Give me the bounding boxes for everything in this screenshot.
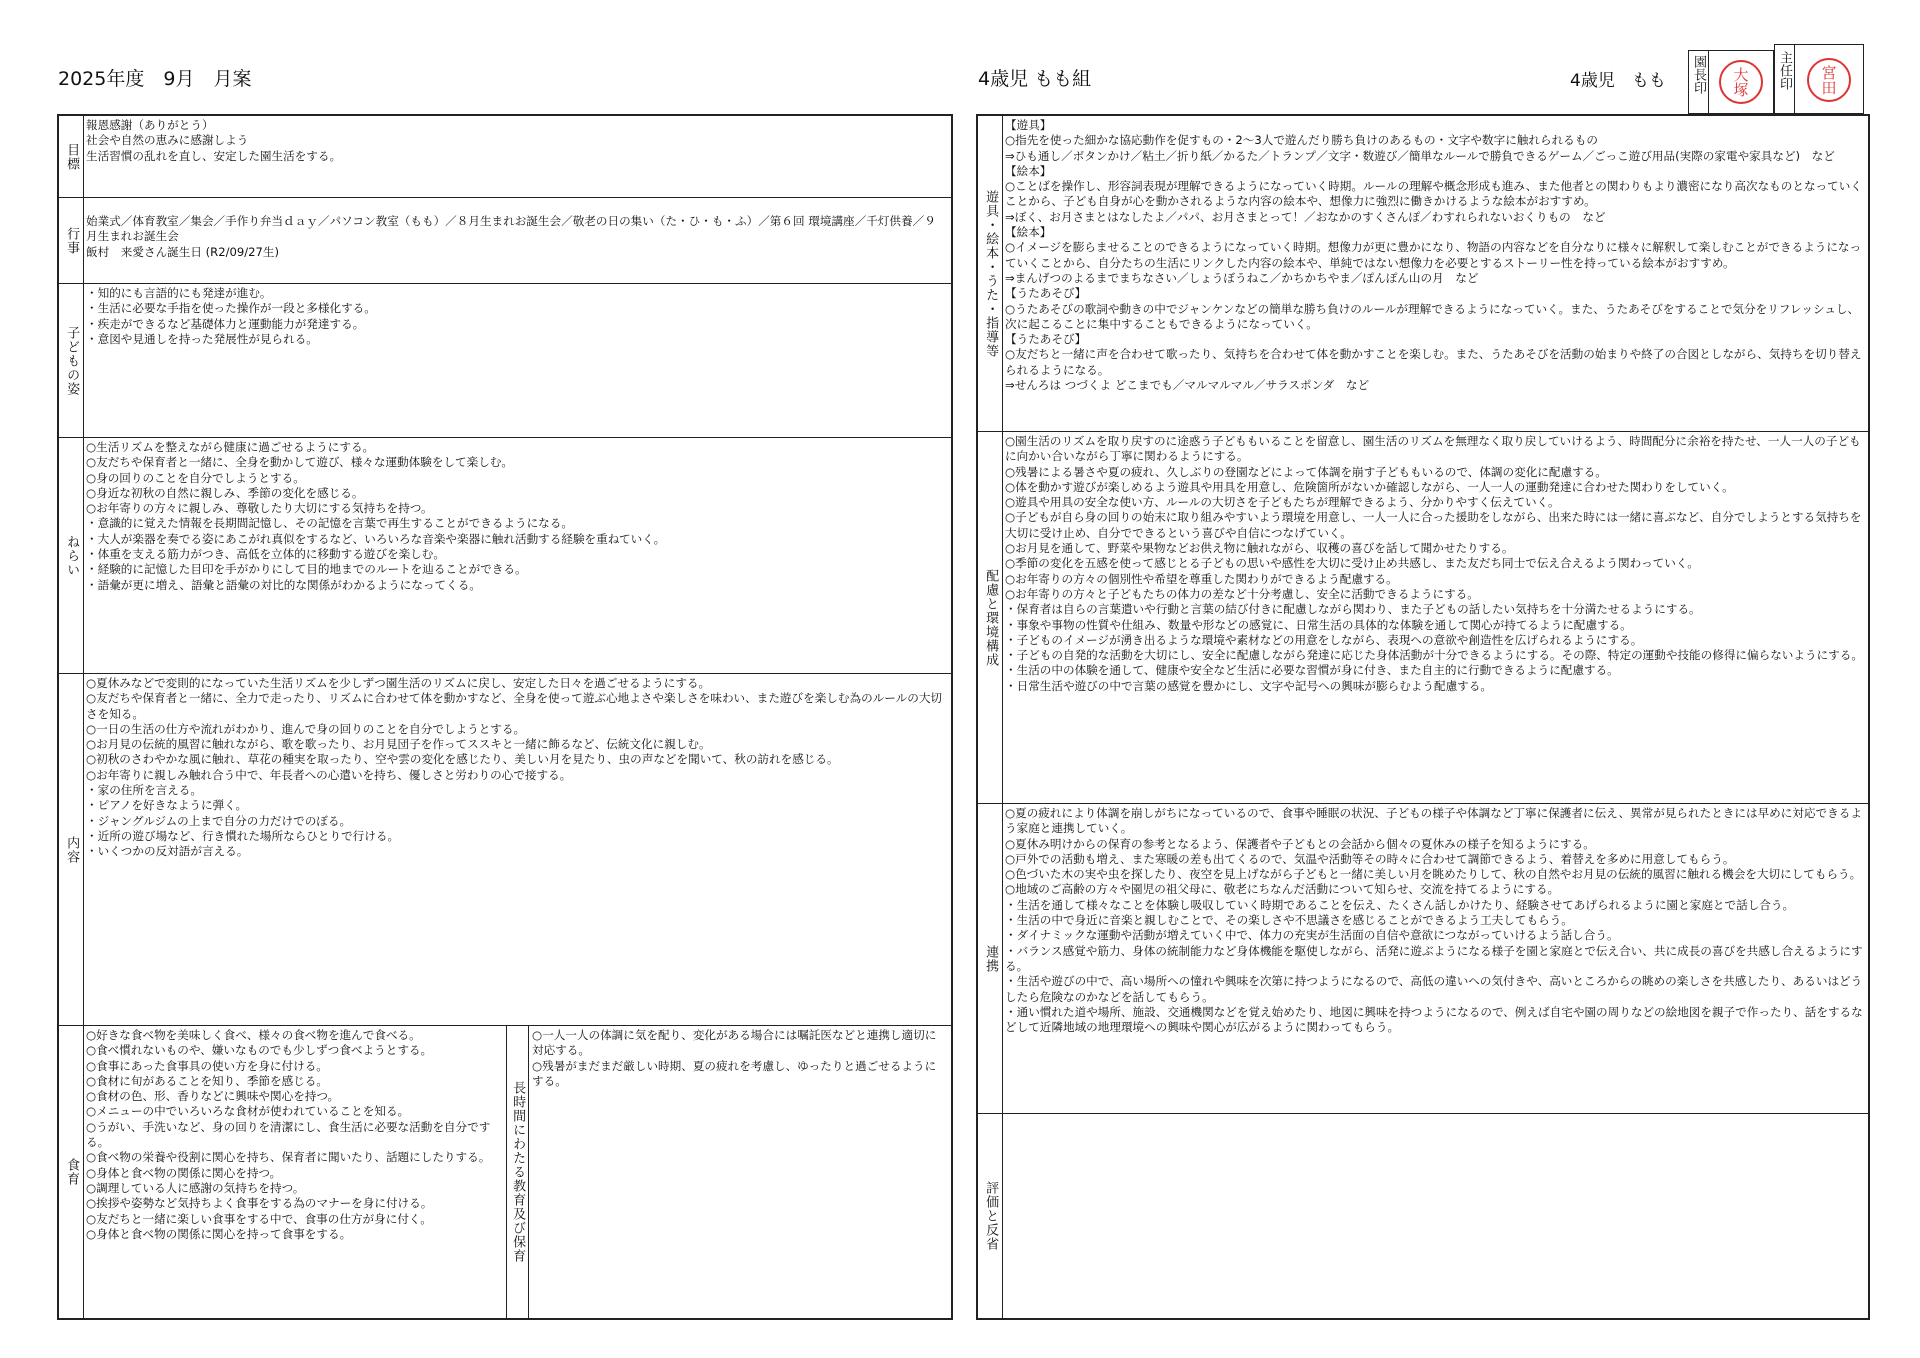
play-row bbox=[978, 116, 1868, 432]
chief-stamp-label: 主任印 bbox=[1777, 51, 1792, 90]
right-panel bbox=[976, 114, 1870, 1320]
cooperation-row bbox=[978, 804, 1868, 1114]
food-label: 食育 bbox=[59, 1026, 84, 1318]
principal-stamp-box bbox=[1688, 50, 1774, 114]
chief-stamp-box bbox=[1774, 44, 1864, 114]
events-row bbox=[59, 198, 951, 284]
evaluation-text bbox=[1002, 1114, 1868, 1318]
cooperation-label: 連携 bbox=[978, 804, 1003, 1113]
goals-label: 目標 bbox=[59, 116, 84, 197]
cooperation-text: ○夏の疲れにより体調を崩しがちになっているので、食事や睡眠の状況、子どもの様子や体調など丁寧に保護者に伝え、異常が見られたときには早めに対応できるよう家庭と連携していく。 ○夏休み明けからの保育の参考となるよう、保護者や子どもとの会話から個々の夏休みの様子を知るようにする。 ○戸外での活動も増え、また寒暖の差も出てくるので、気温や活動等その時々に合わせて調節できるよう、着替えを多めに用意してもらう。 ○色づいた木の実や虫を探したり、夜空を見上げながら子どもと一緒に美しい月を眺めたりして、秋の自然やお月見の伝統的風習に触れる機会を大切にしてもらう。 ○地域のご高齢の方々や園児の祖父母に、敬老にちなんだ活動について知らせ、交流を持てるようにする。 ・生活を通して様々なことを体験し吸収していく時期であることを伝え、たくさん話しかけたり、経験させてあげられるように園と家庭とで話し合う。 ・生活の中で身近に音楽と親しむことで、その楽しさや不思議さを感じることができるよう工夫してもらう。 ・ダイナミックな運動や活動が増えていく中で、体力の充実が生活面の自信や意欲につながっていけるよう話し合う。 ・バランス感覚や筋力、身体の統制能力など身体機能を駆使しながら、活発に遊ぶようになる様子を園と家庭とで伝え合い、共に成長の喜びを共感し合えるようにする。 ・生活や遊びの中で、高い場所への憧れや興味を次第に持つようになるので、高低の違いへの気付きや、高いところからの眺めの楽しさを共感したり、あるいはどうしたら危険なのかなどを話してもらう。 ・通い慣れた道や場所、施設、交通機関などを覚え始めたり、地図に興味を持つようになるので、例えば自宅や園の周りなどの絵地図を親子で作ったり、話をするなどして近隣地域の地理環境への興味や関心が広がるように関わってもらう。 bbox=[1005, 806, 1863, 1035]
evaluation-label: 評価と反省 bbox=[978, 1114, 1003, 1318]
evaluation-row bbox=[978, 1114, 1868, 1318]
aims-text: ○生活リズムを整えながら健康に過ごせるようにする。 ○友だちや保育者と一緒に、全身を動かして遊び、様々な運動体験をして楽しむ。 ○身の回りのことを自分でしようとする。 ○身近な初秋の自然に親しみ、季節の変化を感じる。 ○お年寄りの方々に親しみ、尊敬したり大切にする気持ちを持つ。 ・意識的に覚えた情報を長期間記憶し、その記憶を言葉で再生することができるようになる。 ・大人が楽器を奏でる姿にあこがれ真似をするなど、いろいろな音楽や楽器に触れ活動する経験を重ねていく。 ・体重を支える筋力がつき、高低を立体的に移動する遊びを楽しむ。 ・経験的に記憶した目印を手がかりにして目的地までのルートを辿ることができる。 ・語彙が更に増え、語彙と語彙の対比的な関係がわかるようになってくる。 bbox=[86, 440, 666, 592]
play-text: 【遊具】 ○指先を使った細かな協応動作を促すもの・2～3人で遊んだり勝ち負けのあるもの・文字や数字に触れられるもの ⇒ひも通し／ボタンかけ／粘土／折り紙／かるた／トランプ／文字・数遊び／簡単なルールで勝負できるゲーム／ごっこ遊び用品(実際の家電や家具など) など 【絵本】 ○ことばを操作し、形容詞表現が理解できるようになっていく時期。ルールの理解や概念形成も進み、また他者との関わりもより濃密になり高次なものとなっていくことから、子ども自身が心を動かされるような内容の絵本や、想像力に強烈に働きかけるような絵本がおすすめ。 ⇒ぼく、お月さまとはなしたよ／パパ、お月さまとって！／おなかのすくさんぽ／わすれられないおくりもの など 【絵本】 ○イメージを膨らませることのできるようになっていく時期。想像力が更に豊かになり、物語の内容などを自分なりに様々に解釈して楽しむことができるようになっていくことから、自分たちの生活にリンクした内容の絵本や、単純ではない想像力を必要とするストーリー性を持っている絵本がおすすめ。 ⇒まんげつのよるまでまちなさい／しょうぼうねこ／かちかちやま／ぽんぽん山の月 など 【うたあそび】 ○うたあそびの歌詞や動きの中でジャンケンなどの簡単な勝ち負けのルールが理解できるようになっていく。また、うたあそびをすることで気分をリフレッシュし、次に起こることに集中することもできるようになっていく。 【うたあそび】 ○友だちと一緒に声を合わせて歌ったり、気持ちを合わせて体を動かすことを楽しむ。また、うたあそびを活動の始まりや終了の合図としながら、気持ちを切り替えられるようになる。 ⇒せんろは つづくよ どこまでも／マルマルマル／サラスポンダ など bbox=[1005, 118, 1862, 393]
play-label: 遊具・絵本・うた・指導等 bbox=[978, 116, 1003, 431]
children-text: ・知的にも言語的にも発達が進む。 ・生活に必要な手指を使った操作が一段と多様化する。 ・疾走ができるなど基礎体力と運動能力が発達する。 ・意図や見通しを持った発展性が見られる。 bbox=[86, 286, 376, 346]
long-care-label: 長時間にわたる教育及び保育 bbox=[506, 1026, 529, 1318]
events-label: 行事 bbox=[59, 198, 84, 283]
class-name-center: 4歳児 もも組 bbox=[978, 68, 1092, 90]
events-text: 始業式／体育教室／集会／手作り弁当ｄａｙ／パソコン教室（もも）／８月生まれお誕生会／敬老の日の集い（た・ひ・も・ふ）／第６回 環境講座／千灯供養／９月生まれお誕生会 飯村 来愛さん誕生日 (R2/09/27生) bbox=[86, 214, 936, 259]
principal-seal: 大塚 bbox=[1719, 60, 1763, 104]
content-label: 内容 bbox=[59, 674, 84, 1025]
content-row bbox=[59, 674, 951, 1026]
children-label: 子どもの姿 bbox=[59, 284, 84, 437]
content-text: ○夏休みなどで変則的になっていた生活リズムを少しずつ園生活のリズムに戻し、安定した日々を過ごせるようにする。 ○友だちや保育者と一緒に、全力で走ったり、リズムに合わせて体を動かすなど、全身を使って遊ぶ心地よさや楽しさを味わい、また遊びを楽しむ為のルールの大切さを知る。 ○一日の生活の仕方や流れがわかり、進んで身の回りのことを自分でしようとする。 ○お月見の伝統的風習に触れながら、歌を歌ったり、お月見団子を作ってススキと一緒に飾るなど、伝統文化に親しむ。 ○初秋のさわやかな風に触れ、草花の種実を取ったり、空や雲の変化を感じたり、美しい月を見たり、虫の声などを聞いて、秋の訪れを感じる。 ○お年寄りに親しみ触れ合う中で、年長者への心遣いを持ち、優しさと労わりの心で接する。 ・家の住所を言える。 ・ピアノを好きなように弾く。 ・ジャングルジムの上まで自分の力だけでのぼる。 ・近所の遊び場など、行き慣れた場所ならひとりで行ける。 ・いくつかの反対語が言える。 bbox=[86, 676, 943, 859]
food-text: ○好きな食べ物を美味しく食べ、様々の食べ物を進んで食べる。 ○食べ慣れないものや、嫌いなものでも少しずつ食べようとする。 ○食事にあった食事具の使い方を身に付ける。 ○食材に旬があることを知り、季節を感じる。 ○食材の色、形、香りなどに興味や関心を持つ。 ○メニューの中でいろいろな食材が使われていることを知る。 ○うがい、手洗いなど、身の回りを清潔にし、食生活に必要な活動を自分でする。 ○食べ物の栄養や役割に関心を持ち、保育者に聞いたり、話題にしたりする。 ○身体と食べ物の関係に関心を持つ。 ○調理している人に感謝の気持ちを持つ。 ○挨拶や姿勢など気持ちよく食事をする為のマナーを身に付ける。 ○友だちと一緒に楽しい食事をする中で、食事の仕方が身に付く。 ○身体と食べ物の関係に関心を持って食事をする。 bbox=[86, 1028, 491, 1241]
children-row bbox=[59, 284, 951, 438]
goals-text: 報恩感謝（ありがとう） 社会や自然の恵みに感謝しよう 生活習慣の乱れを直し、安定した園生活をする。 bbox=[86, 118, 342, 163]
principal-stamp-label: 園長印 bbox=[1691, 55, 1706, 94]
aims-row bbox=[59, 438, 951, 674]
environment-row bbox=[978, 432, 1868, 804]
environment-label: 配慮と環境構成 bbox=[978, 432, 1003, 803]
goals-row bbox=[59, 116, 951, 198]
environment-text: ○園生活のリズムを取り戻すのに途惑う子どももいることを留意し、園生活のリズムを無理なく取り戻していけるよう、時間配分に余裕を持たせ、一人一人の子どもに向かい合いながら丁寧に関わるようにする。 ○残暑による暑さや夏の疲れ、久しぶりの登園などによって体調を崩す子どももいるので、体調の変化に配慮する。 ○体を動かす遊びが楽しめるよう遊具や用具を用意し、危険箇所がないか確認しながら、一人一人の運動発達に合わせた関わりをしていく。 ○遊具や用具の安全な使い方、ルールの大切さを子どもたちが理解できるよう、分かりやすく伝えていく。 ○子どもが自ら身の回りの始末に取り組みやすいよう環境を用意し、一人一人に合った援助をしながら、出来た時には一緒に喜ぶなど、自分でしようとする気持ちを大切に受け止め、自分でできるという喜びや自信につなげていく。 ○お月見を通して、野菜や果物などお供え物に触れながら、収穫の喜びを話して聞かせたりする。 ○季節の変化を五感を使って感じとる子どもの思いや感性を大切に受け止め共感し、また友だち同士で伝え合えるよう関わっていく。 ○お年寄りの方々の個別性や希望を尊重した関わりができるよう配慮する。 ○お年寄りの方々と子どもたちの体力の差など十分考慮し、安全に活動できるようにする。 ・保育者は自らの言葉遣いや行動と言葉の結び付きに配慮しながら関わり、また子どもの話したい気持ちを十分満たせるようにする。 ・事象や事物の性質や仕組み、数量や形などの感覚に、日常生活の具体的な体験を通して関心が持てるように配慮する。 ・子どものイメージが湧き出るような環境や素材などの用意をしながら、表現への意欲や創造性を広げられるようにする。 ・子どもの自発的な活動を大切にし、安全に配慮しながら発達に応じた身体活動が十分できるようにする。その際、特定の運動や技能の修得に偏らないようにする。 ・生活の中の体験を通して、健康や安全など生活に必要な習慣が身に付き、また自主的に行動できるように配慮する。 ・日常生活や遊びの中で言葉の感覚を豊かにし、文字や記号への興味が膨らむよう配慮する。 bbox=[1005, 434, 1863, 693]
long-care-text: ○一人一人の体調に気を配り、変化がある場合には嘱託医などと連携し適切に対応する。 ○残暑がまだまだ厳しい時期、夏の疲れを考慮し、ゆったりと過ごせるようにする。 bbox=[532, 1028, 937, 1088]
food-row bbox=[59, 1026, 951, 1318]
plan-title: 2025年度 9月 月案 bbox=[58, 68, 252, 90]
left-panel bbox=[57, 114, 953, 1320]
chief-seal: 宮田 bbox=[1807, 58, 1851, 102]
class-name-right: 4歳児 もも bbox=[1570, 71, 1666, 91]
aims-label: ねらい bbox=[59, 438, 84, 673]
